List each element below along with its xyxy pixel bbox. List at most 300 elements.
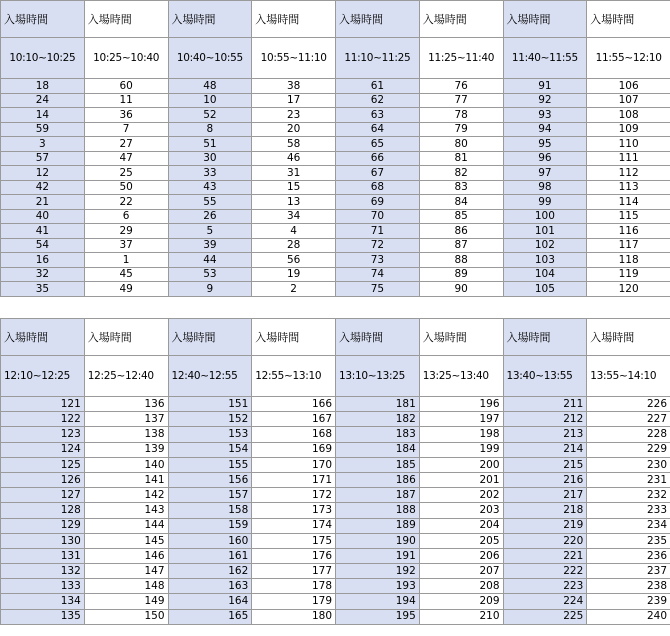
ticket-number: 157 bbox=[168, 488, 252, 503]
ticket-number: 172 bbox=[252, 488, 336, 503]
time-slot-row bbox=[1, 38, 670, 79]
ticket-number: 94 bbox=[503, 122, 587, 137]
ticket-number: 99 bbox=[503, 195, 587, 210]
ticket-number: 3 bbox=[1, 137, 85, 152]
ticket-number: 193 bbox=[336, 579, 420, 594]
ticket-number: 2 bbox=[252, 282, 336, 297]
ticket-number: 141 bbox=[84, 472, 168, 487]
ticket-number: 51 bbox=[168, 137, 252, 152]
table-row bbox=[1, 151, 670, 166]
ticket-number: 174 bbox=[252, 518, 336, 533]
ticket-number: 137 bbox=[84, 412, 168, 427]
ticket-number: 150 bbox=[84, 609, 168, 624]
ticket-number: 191 bbox=[336, 548, 420, 563]
ticket-number: 235 bbox=[587, 533, 670, 548]
ticket-number: 168 bbox=[252, 427, 336, 442]
ticket-number: 151 bbox=[168, 397, 252, 412]
ticket-number: 83 bbox=[419, 180, 503, 195]
ticket-number: 59 bbox=[1, 122, 85, 137]
ticket-number: 225 bbox=[503, 609, 587, 624]
ticket-number: 237 bbox=[587, 564, 670, 579]
ticket-number: 26 bbox=[168, 209, 252, 224]
ticket-number: 76 bbox=[419, 79, 503, 94]
table-row bbox=[1, 224, 670, 239]
ticket-number: 30 bbox=[168, 151, 252, 166]
column-header: 入場時間 bbox=[168, 1, 252, 38]
ticket-number: 35 bbox=[1, 282, 85, 297]
ticket-number: 213 bbox=[503, 427, 587, 442]
ticket-number: 205 bbox=[419, 533, 503, 548]
ticket-number: 103 bbox=[503, 253, 587, 268]
ticket-number: 22 bbox=[84, 195, 168, 210]
ticket-number: 77 bbox=[419, 93, 503, 108]
time-slot: 12:25~12:40 bbox=[84, 356, 168, 397]
ticket-number: 20 bbox=[252, 122, 336, 137]
ticket-number: 187 bbox=[336, 488, 420, 503]
ticket-number: 216 bbox=[503, 472, 587, 487]
ticket-number: 29 bbox=[84, 224, 168, 239]
ticket-number: 86 bbox=[419, 224, 503, 239]
table-row bbox=[1, 533, 670, 548]
column-header: 入場時間 bbox=[336, 319, 420, 356]
ticket-number: 190 bbox=[336, 533, 420, 548]
header-row bbox=[1, 319, 670, 356]
ticket-number: 211 bbox=[503, 397, 587, 412]
ticket-number: 39 bbox=[168, 238, 252, 253]
ticket-number: 125 bbox=[1, 457, 85, 472]
ticket-number: 219 bbox=[503, 518, 587, 533]
ticket-number: 123 bbox=[1, 427, 85, 442]
ticket-number: 38 bbox=[252, 79, 336, 94]
ticket-number: 130 bbox=[1, 533, 85, 548]
ticket-number: 171 bbox=[252, 472, 336, 487]
ticket-number: 131 bbox=[1, 548, 85, 563]
time-slot: 11:55~12:10 bbox=[587, 38, 670, 79]
table-row bbox=[1, 442, 670, 457]
table-row bbox=[1, 457, 670, 472]
ticket-number: 19 bbox=[252, 267, 336, 282]
ticket-number: 164 bbox=[168, 594, 252, 609]
ticket-number: 201 bbox=[419, 472, 503, 487]
time-slot: 13:25~13:40 bbox=[419, 356, 503, 397]
ticket-number: 91 bbox=[503, 79, 587, 94]
ticket-number: 15 bbox=[252, 180, 336, 195]
ticket-number: 98 bbox=[503, 180, 587, 195]
ticket-number: 31 bbox=[252, 166, 336, 181]
ticket-number: 102 bbox=[503, 238, 587, 253]
ticket-number: 9 bbox=[168, 282, 252, 297]
column-header: 入場時間 bbox=[419, 1, 503, 38]
table-row bbox=[1, 609, 670, 624]
column-header: 入場時間 bbox=[587, 319, 670, 356]
ticket-number: 239 bbox=[587, 594, 670, 609]
ticket-number: 176 bbox=[252, 548, 336, 563]
ticket-number: 231 bbox=[587, 472, 670, 487]
column-header: 入場時間 bbox=[84, 319, 168, 356]
ticket-number: 44 bbox=[168, 253, 252, 268]
ticket-number: 8 bbox=[168, 122, 252, 137]
ticket-number: 62 bbox=[336, 93, 420, 108]
ticket-number: 1 bbox=[84, 253, 168, 268]
table-row bbox=[1, 427, 670, 442]
column-header: 入場時間 bbox=[1, 319, 85, 356]
ticket-number: 206 bbox=[419, 548, 503, 563]
ticket-number: 180 bbox=[252, 609, 336, 624]
time-slot-row bbox=[1, 356, 670, 397]
ticket-number: 135 bbox=[1, 609, 85, 624]
ticket-number: 74 bbox=[336, 267, 420, 282]
ticket-number: 97 bbox=[503, 166, 587, 181]
entry-time-table-afternoon bbox=[0, 318, 670, 625]
ticket-number: 78 bbox=[419, 108, 503, 123]
ticket-number: 117 bbox=[587, 238, 670, 253]
column-header: 入場時間 bbox=[84, 1, 168, 38]
table-row bbox=[1, 122, 670, 137]
ticket-number: 21 bbox=[1, 195, 85, 210]
ticket-number: 111 bbox=[587, 151, 670, 166]
ticket-number: 80 bbox=[419, 137, 503, 152]
column-header: 入場時間 bbox=[252, 1, 336, 38]
ticket-number: 25 bbox=[84, 166, 168, 181]
time-slot: 10:10~10:25 bbox=[1, 38, 85, 79]
ticket-number: 232 bbox=[587, 488, 670, 503]
table-row bbox=[1, 166, 670, 181]
ticket-number: 11 bbox=[84, 93, 168, 108]
ticket-number: 234 bbox=[587, 518, 670, 533]
ticket-number: 54 bbox=[1, 238, 85, 253]
ticket-number: 7 bbox=[84, 122, 168, 137]
table-row bbox=[1, 282, 670, 297]
ticket-number: 177 bbox=[252, 564, 336, 579]
table-body bbox=[1, 1, 670, 297]
time-slot: 12:40~12:55 bbox=[168, 356, 252, 397]
table-row bbox=[1, 137, 670, 152]
ticket-number: 95 bbox=[503, 137, 587, 152]
ticket-number: 154 bbox=[168, 442, 252, 457]
ticket-number: 85 bbox=[419, 209, 503, 224]
ticket-number: 186 bbox=[336, 472, 420, 487]
ticket-number: 161 bbox=[168, 548, 252, 563]
ticket-number: 47 bbox=[84, 151, 168, 166]
table-row bbox=[1, 238, 670, 253]
ticket-number: 79 bbox=[419, 122, 503, 137]
ticket-number: 155 bbox=[168, 457, 252, 472]
ticket-number: 202 bbox=[419, 488, 503, 503]
ticket-number: 148 bbox=[84, 579, 168, 594]
ticket-number: 23 bbox=[252, 108, 336, 123]
table-row bbox=[1, 594, 670, 609]
ticket-number: 60 bbox=[84, 79, 168, 94]
ticket-number: 58 bbox=[252, 137, 336, 152]
time-slot: 11:40~11:55 bbox=[503, 38, 587, 79]
ticket-number: 92 bbox=[503, 93, 587, 108]
column-header: 入場時間 bbox=[1, 1, 85, 38]
time-slot: 13:10~13:25 bbox=[336, 356, 420, 397]
ticket-number: 170 bbox=[252, 457, 336, 472]
ticket-number: 220 bbox=[503, 533, 587, 548]
ticket-number: 112 bbox=[587, 166, 670, 181]
ticket-number: 126 bbox=[1, 472, 85, 487]
ticket-number: 152 bbox=[168, 412, 252, 427]
ticket-number: 133 bbox=[1, 579, 85, 594]
ticket-number: 162 bbox=[168, 564, 252, 579]
table-row bbox=[1, 412, 670, 427]
column-header: 入場時間 bbox=[252, 319, 336, 356]
table-row bbox=[1, 180, 670, 195]
ticket-number: 5 bbox=[168, 224, 252, 239]
ticket-number: 40 bbox=[1, 209, 85, 224]
ticket-number: 16 bbox=[1, 253, 85, 268]
ticket-number: 195 bbox=[336, 609, 420, 624]
ticket-number: 61 bbox=[336, 79, 420, 94]
ticket-number: 207 bbox=[419, 564, 503, 579]
ticket-number: 143 bbox=[84, 503, 168, 518]
ticket-number: 218 bbox=[503, 503, 587, 518]
ticket-number: 34 bbox=[252, 209, 336, 224]
ticket-number: 165 bbox=[168, 609, 252, 624]
ticket-number: 229 bbox=[587, 442, 670, 457]
ticket-number: 113 bbox=[587, 180, 670, 195]
ticket-number: 55 bbox=[168, 195, 252, 210]
ticket-number: 236 bbox=[587, 548, 670, 563]
ticket-number: 50 bbox=[84, 180, 168, 195]
ticket-number: 13 bbox=[252, 195, 336, 210]
table-row bbox=[1, 503, 670, 518]
ticket-number: 65 bbox=[336, 137, 420, 152]
ticket-number: 116 bbox=[587, 224, 670, 239]
ticket-number: 108 bbox=[587, 108, 670, 123]
ticket-number: 139 bbox=[84, 442, 168, 457]
time-slot: 13:55~14:10 bbox=[587, 356, 670, 397]
ticket-number: 32 bbox=[1, 267, 85, 282]
ticket-number: 109 bbox=[587, 122, 670, 137]
ticket-number: 158 bbox=[168, 503, 252, 518]
ticket-number: 37 bbox=[84, 238, 168, 253]
ticket-number: 10 bbox=[168, 93, 252, 108]
ticket-number: 223 bbox=[503, 579, 587, 594]
table-row bbox=[1, 79, 670, 94]
ticket-number: 118 bbox=[587, 253, 670, 268]
ticket-number: 14 bbox=[1, 108, 85, 123]
ticket-number: 46 bbox=[252, 151, 336, 166]
ticket-number: 212 bbox=[503, 412, 587, 427]
ticket-number: 57 bbox=[1, 151, 85, 166]
ticket-number: 67 bbox=[336, 166, 420, 181]
ticket-number: 84 bbox=[419, 195, 503, 210]
table-body bbox=[1, 319, 670, 625]
ticket-number: 192 bbox=[336, 564, 420, 579]
ticket-number: 194 bbox=[336, 594, 420, 609]
ticket-number: 167 bbox=[252, 412, 336, 427]
ticket-number: 96 bbox=[503, 151, 587, 166]
ticket-number: 122 bbox=[1, 412, 85, 427]
ticket-number: 183 bbox=[336, 427, 420, 442]
ticket-number: 18 bbox=[1, 79, 85, 94]
ticket-number: 146 bbox=[84, 548, 168, 563]
ticket-number: 17 bbox=[252, 93, 336, 108]
table-row bbox=[1, 253, 670, 268]
ticket-number: 199 bbox=[419, 442, 503, 457]
ticket-number: 33 bbox=[168, 166, 252, 181]
ticket-number: 42 bbox=[1, 180, 85, 195]
ticket-number: 181 bbox=[336, 397, 420, 412]
table-row bbox=[1, 488, 670, 503]
ticket-number: 188 bbox=[336, 503, 420, 518]
header-row bbox=[1, 1, 670, 38]
ticket-number: 68 bbox=[336, 180, 420, 195]
table-row bbox=[1, 548, 670, 563]
ticket-number: 178 bbox=[252, 579, 336, 594]
time-slot: 10:40~10:55 bbox=[168, 38, 252, 79]
ticket-number: 175 bbox=[252, 533, 336, 548]
time-slot: 13:40~13:55 bbox=[503, 356, 587, 397]
time-slot: 11:10~11:25 bbox=[336, 38, 420, 79]
time-slot: 11:25~11:40 bbox=[419, 38, 503, 79]
ticket-number: 82 bbox=[419, 166, 503, 181]
ticket-number: 48 bbox=[168, 79, 252, 94]
column-header: 入場時間 bbox=[503, 1, 587, 38]
table-row bbox=[1, 108, 670, 123]
ticket-number: 144 bbox=[84, 518, 168, 533]
ticket-number: 89 bbox=[419, 267, 503, 282]
ticket-number: 106 bbox=[587, 79, 670, 94]
ticket-number: 121 bbox=[1, 397, 85, 412]
ticket-number: 63 bbox=[336, 108, 420, 123]
ticket-number: 142 bbox=[84, 488, 168, 503]
time-slot: 10:25~10:40 bbox=[84, 38, 168, 79]
table-row bbox=[1, 209, 670, 224]
table-row bbox=[1, 472, 670, 487]
ticket-number: 204 bbox=[419, 518, 503, 533]
ticket-number: 49 bbox=[84, 282, 168, 297]
ticket-number: 24 bbox=[1, 93, 85, 108]
ticket-number: 43 bbox=[168, 180, 252, 195]
ticket-number: 120 bbox=[587, 282, 670, 297]
ticket-number: 93 bbox=[503, 108, 587, 123]
ticket-number: 210 bbox=[419, 609, 503, 624]
ticket-number: 12 bbox=[1, 166, 85, 181]
ticket-number: 41 bbox=[1, 224, 85, 239]
ticket-number: 6 bbox=[84, 209, 168, 224]
ticket-number: 197 bbox=[419, 412, 503, 427]
ticket-number: 87 bbox=[419, 238, 503, 253]
ticket-number: 45 bbox=[84, 267, 168, 282]
ticket-number: 208 bbox=[419, 579, 503, 594]
ticket-number: 145 bbox=[84, 533, 168, 548]
ticket-number: 147 bbox=[84, 564, 168, 579]
ticket-number: 214 bbox=[503, 442, 587, 457]
ticket-number: 217 bbox=[503, 488, 587, 503]
ticket-number: 127 bbox=[1, 488, 85, 503]
table-row bbox=[1, 397, 670, 412]
ticket-number: 110 bbox=[587, 137, 670, 152]
table-row bbox=[1, 195, 670, 210]
ticket-number: 124 bbox=[1, 442, 85, 457]
ticket-number: 173 bbox=[252, 503, 336, 518]
ticket-number: 90 bbox=[419, 282, 503, 297]
ticket-number: 198 bbox=[419, 427, 503, 442]
ticket-number: 230 bbox=[587, 457, 670, 472]
ticket-number: 227 bbox=[587, 412, 670, 427]
ticket-number: 136 bbox=[84, 397, 168, 412]
ticket-number: 224 bbox=[503, 594, 587, 609]
table-row bbox=[1, 564, 670, 579]
table-row bbox=[1, 93, 670, 108]
ticket-number: 226 bbox=[587, 397, 670, 412]
ticket-number: 53 bbox=[168, 267, 252, 282]
column-header: 入場時間 bbox=[336, 1, 420, 38]
ticket-number: 88 bbox=[419, 253, 503, 268]
time-slot: 12:10~12:25 bbox=[1, 356, 85, 397]
ticket-number: 166 bbox=[252, 397, 336, 412]
ticket-number: 129 bbox=[1, 518, 85, 533]
column-header: 入場時間 bbox=[419, 319, 503, 356]
ticket-number: 209 bbox=[419, 594, 503, 609]
column-header: 入場時間 bbox=[168, 319, 252, 356]
ticket-number: 100 bbox=[503, 209, 587, 224]
ticket-number: 156 bbox=[168, 472, 252, 487]
ticket-number: 27 bbox=[84, 137, 168, 152]
ticket-number: 196 bbox=[419, 397, 503, 412]
ticket-number: 119 bbox=[587, 267, 670, 282]
ticket-number: 182 bbox=[336, 412, 420, 427]
ticket-number: 134 bbox=[1, 594, 85, 609]
ticket-number: 71 bbox=[336, 224, 420, 239]
ticket-number: 222 bbox=[503, 564, 587, 579]
ticket-number: 221 bbox=[503, 548, 587, 563]
ticket-number: 75 bbox=[336, 282, 420, 297]
ticket-number: 128 bbox=[1, 503, 85, 518]
ticket-number: 105 bbox=[503, 282, 587, 297]
ticket-number: 153 bbox=[168, 427, 252, 442]
column-header: 入場時間 bbox=[587, 1, 670, 38]
ticket-number: 4 bbox=[252, 224, 336, 239]
ticket-number: 185 bbox=[336, 457, 420, 472]
column-header: 入場時間 bbox=[503, 319, 587, 356]
ticket-number: 107 bbox=[587, 93, 670, 108]
ticket-number: 104 bbox=[503, 267, 587, 282]
ticket-number: 179 bbox=[252, 594, 336, 609]
ticket-number: 64 bbox=[336, 122, 420, 137]
ticket-number: 160 bbox=[168, 533, 252, 548]
ticket-number: 149 bbox=[84, 594, 168, 609]
ticket-number: 72 bbox=[336, 238, 420, 253]
ticket-number: 238 bbox=[587, 579, 670, 594]
ticket-number: 215 bbox=[503, 457, 587, 472]
ticket-number: 28 bbox=[252, 238, 336, 253]
ticket-number: 140 bbox=[84, 457, 168, 472]
table-row bbox=[1, 579, 670, 594]
ticket-number: 233 bbox=[587, 503, 670, 518]
ticket-number: 169 bbox=[252, 442, 336, 457]
time-slot: 12:55~13:10 bbox=[252, 356, 336, 397]
entry-time-table-morning bbox=[0, 0, 670, 297]
ticket-number: 70 bbox=[336, 209, 420, 224]
ticket-number: 184 bbox=[336, 442, 420, 457]
ticket-number: 101 bbox=[503, 224, 587, 239]
ticket-number: 69 bbox=[336, 195, 420, 210]
table-row bbox=[1, 518, 670, 533]
ticket-number: 138 bbox=[84, 427, 168, 442]
ticket-number: 132 bbox=[1, 564, 85, 579]
time-slot: 10:55~11:10 bbox=[252, 38, 336, 79]
ticket-number: 228 bbox=[587, 427, 670, 442]
ticket-number: 73 bbox=[336, 253, 420, 268]
table-row bbox=[1, 267, 670, 282]
ticket-number: 200 bbox=[419, 457, 503, 472]
ticket-number: 115 bbox=[587, 209, 670, 224]
ticket-number: 240 bbox=[587, 609, 670, 624]
